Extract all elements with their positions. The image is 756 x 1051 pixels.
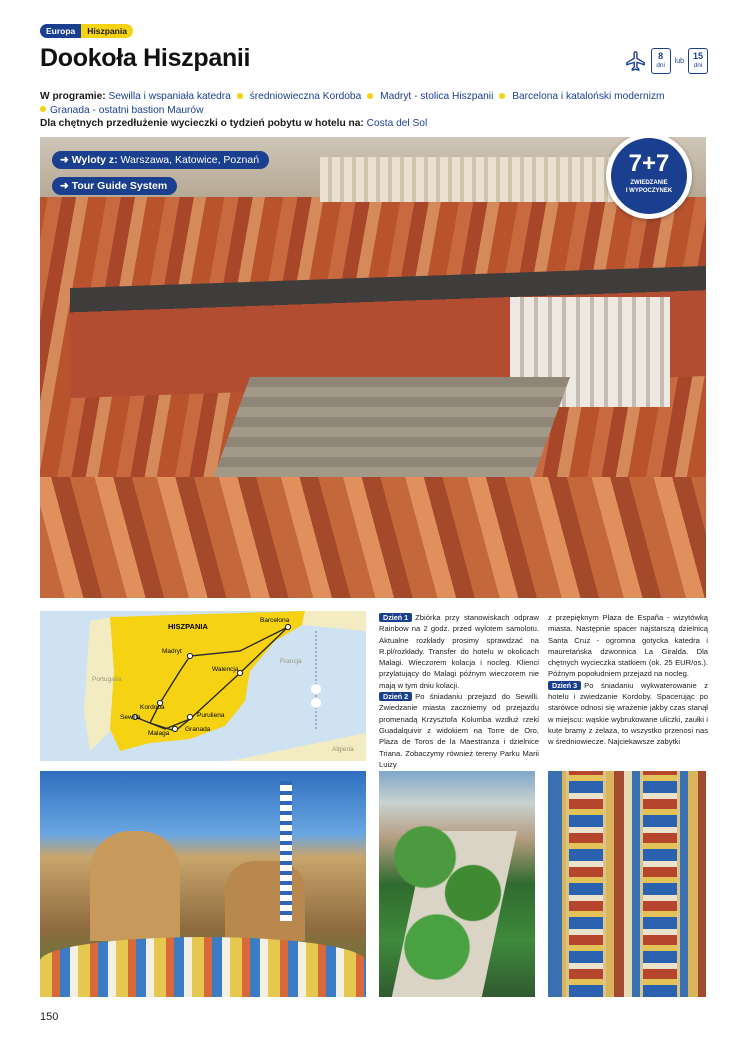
day-text: Zbiórka przy stanowiskach odpraw Rainbow na 2 godz. przed wylotem samolotu. Aktualne rozkłady prosimy sprawdzać na R.pl/rozkłady. Transfer do hotelu w okolicach Malagi. Wieczorem kolacja i nocleg. Klienci przylatujący do Malagi późnym wieczorem nie mają w tym dniu kolacji. (379, 613, 539, 690)
days-15-value: 15 (692, 51, 703, 61)
page-number: 150 (40, 1011, 59, 1023)
map-city-madryt: Madryt (162, 648, 182, 655)
day-label: Dzień 1 (379, 613, 412, 622)
tour-guide-pill[interactable] (52, 177, 177, 195)
map-algeria-label: Algieria (332, 746, 354, 753)
map-portugal-label: Portugalia (92, 676, 122, 683)
extension-label: Dla chętnych przedłużenie wycieczki o tydzień pobytu w hotelu na: (40, 118, 364, 129)
photo-boulevard (379, 771, 535, 997)
map-city-barcelona: Barcelona (260, 617, 290, 624)
photo-mosaic-bench (40, 937, 366, 997)
day-text: Po śniadaniu wykwaterowanie z hotelu i zwiedzanie Kordoby. Spacerując po starówce odnosi się wrażenie jakby czas stanął w miejscu: wąskie wybrukowane uliczki, zaułki i kute bramy z żelaza, to wszystko przenosi nas w średniowiecze. Najciekawsze zabytki (548, 680, 708, 747)
bullet-dot-icon (499, 93, 505, 99)
photo-plaza-espana-tiles (548, 771, 706, 997)
itinerary-day-2-cont (548, 612, 708, 680)
tour-guide-label: ➜ Tour Guide System (60, 180, 168, 192)
route-map (40, 611, 366, 761)
map-france-label: Francja (280, 658, 302, 665)
photo-gaudi-tower (280, 781, 292, 921)
days-8-icon (651, 48, 671, 74)
day-text: Po śniadaniu przejazd do Sewilli. Zwiedzanie miasta zaczniemy od przejazdu promenadą Krzysztofa Kolumba wzdłuż rzeki Guadalquivir z widokiem na Torre de Oro, Plaza de Toros de la Maestranza i dzielnice Triana. Zobaczymy również tereny Parku Marii Luizy (379, 692, 539, 769)
program-item: Granada - ostatni bastion Maurów (50, 104, 204, 116)
map-city-malaga: Malaga (148, 730, 170, 737)
program-label: W programie: (40, 91, 106, 102)
or-label: lub (674, 57, 684, 65)
day-label: Dzień 3 (548, 681, 581, 690)
airplane-icon (625, 50, 647, 72)
photo-gaudi-house (225, 861, 305, 941)
map-city-kordoba: Kordoba (140, 704, 165, 711)
hero-palace (320, 157, 620, 202)
map-city-walencja: Walencja (212, 666, 239, 673)
photo-tile-column (566, 771, 606, 997)
program-item: Barcelona i kataloński modernizm (512, 91, 665, 102)
page-title: Dookoła Hiszpanii (40, 44, 251, 72)
days-15-unit: dni (693, 62, 703, 69)
map-svg (40, 611, 366, 761)
bullet-dot-icon (237, 93, 243, 99)
departures-value: Warszawa, Katowice, Poznań (120, 154, 260, 166)
program-item: średniowieczna Kordoba (249, 91, 362, 102)
day-label: Dzień 2 (379, 692, 412, 701)
program-summary (40, 90, 720, 131)
itinerary-column-1 (379, 612, 539, 770)
breadcrumb-region[interactable]: Europa (40, 24, 81, 38)
departures-label: ➜ Wyloty z: (60, 154, 118, 166)
itinerary-day-3 (548, 680, 708, 748)
hero-rooftops (40, 477, 706, 598)
badge-line2: I WYPOCZYNEK (625, 188, 673, 194)
photo-tile-column (640, 771, 680, 997)
program-item: Madryt - stolica Hiszpanii (380, 91, 494, 102)
hero-plaza-square (210, 377, 570, 487)
itinerary-column-2 (548, 612, 708, 748)
days-8-value: 8 (658, 51, 664, 61)
departures-pill[interactable] (52, 151, 269, 169)
plane-marker-icon (311, 684, 321, 694)
hero-photo-madrid (40, 137, 706, 598)
plane-marker-icon (311, 698, 321, 708)
map-city-granada: Granada (185, 726, 211, 733)
map-city-sewilla: Sewilla (120, 714, 141, 721)
days-15-icon (688, 48, 708, 74)
photo-trees (389, 821, 509, 997)
map-country-label: HISZPANIA (168, 622, 208, 631)
bullet-dot-icon (367, 93, 373, 99)
itinerary-day-1 (379, 612, 539, 691)
program-item: Sewilla i wspaniała katedra (108, 91, 231, 102)
bullet-dot-icon (40, 106, 46, 112)
trip-duration (625, 48, 708, 74)
day-text: z przepięknym Plaza de España - wizytówką miasta. Następnie spacer najstarszą dzielnicą Santa Cruz - ogromna gotycka katedra i mauretańska dzwonnica La Giralda. Dla chętnych wycieczka statkiem (ok. 25 EUR/os.). Późnym popołudniem przejazd na nocleg. (548, 613, 708, 679)
map-city-puruliena: Puruliena (197, 712, 225, 719)
photo-park-guell (40, 771, 366, 997)
breadcrumb-country[interactable]: Hiszpania (81, 24, 133, 38)
breadcrumb (40, 24, 133, 38)
photo-gaudi-house (90, 831, 180, 941)
extension-value[interactable]: Costa del Sol (366, 118, 428, 129)
badge-number: 7+7 (628, 150, 670, 177)
trip-type-badge (606, 137, 692, 219)
itinerary-day-2 (379, 691, 539, 770)
badge-line1: ZWIEDZANIE (630, 180, 668, 186)
days-8-unit: dni (656, 62, 665, 69)
